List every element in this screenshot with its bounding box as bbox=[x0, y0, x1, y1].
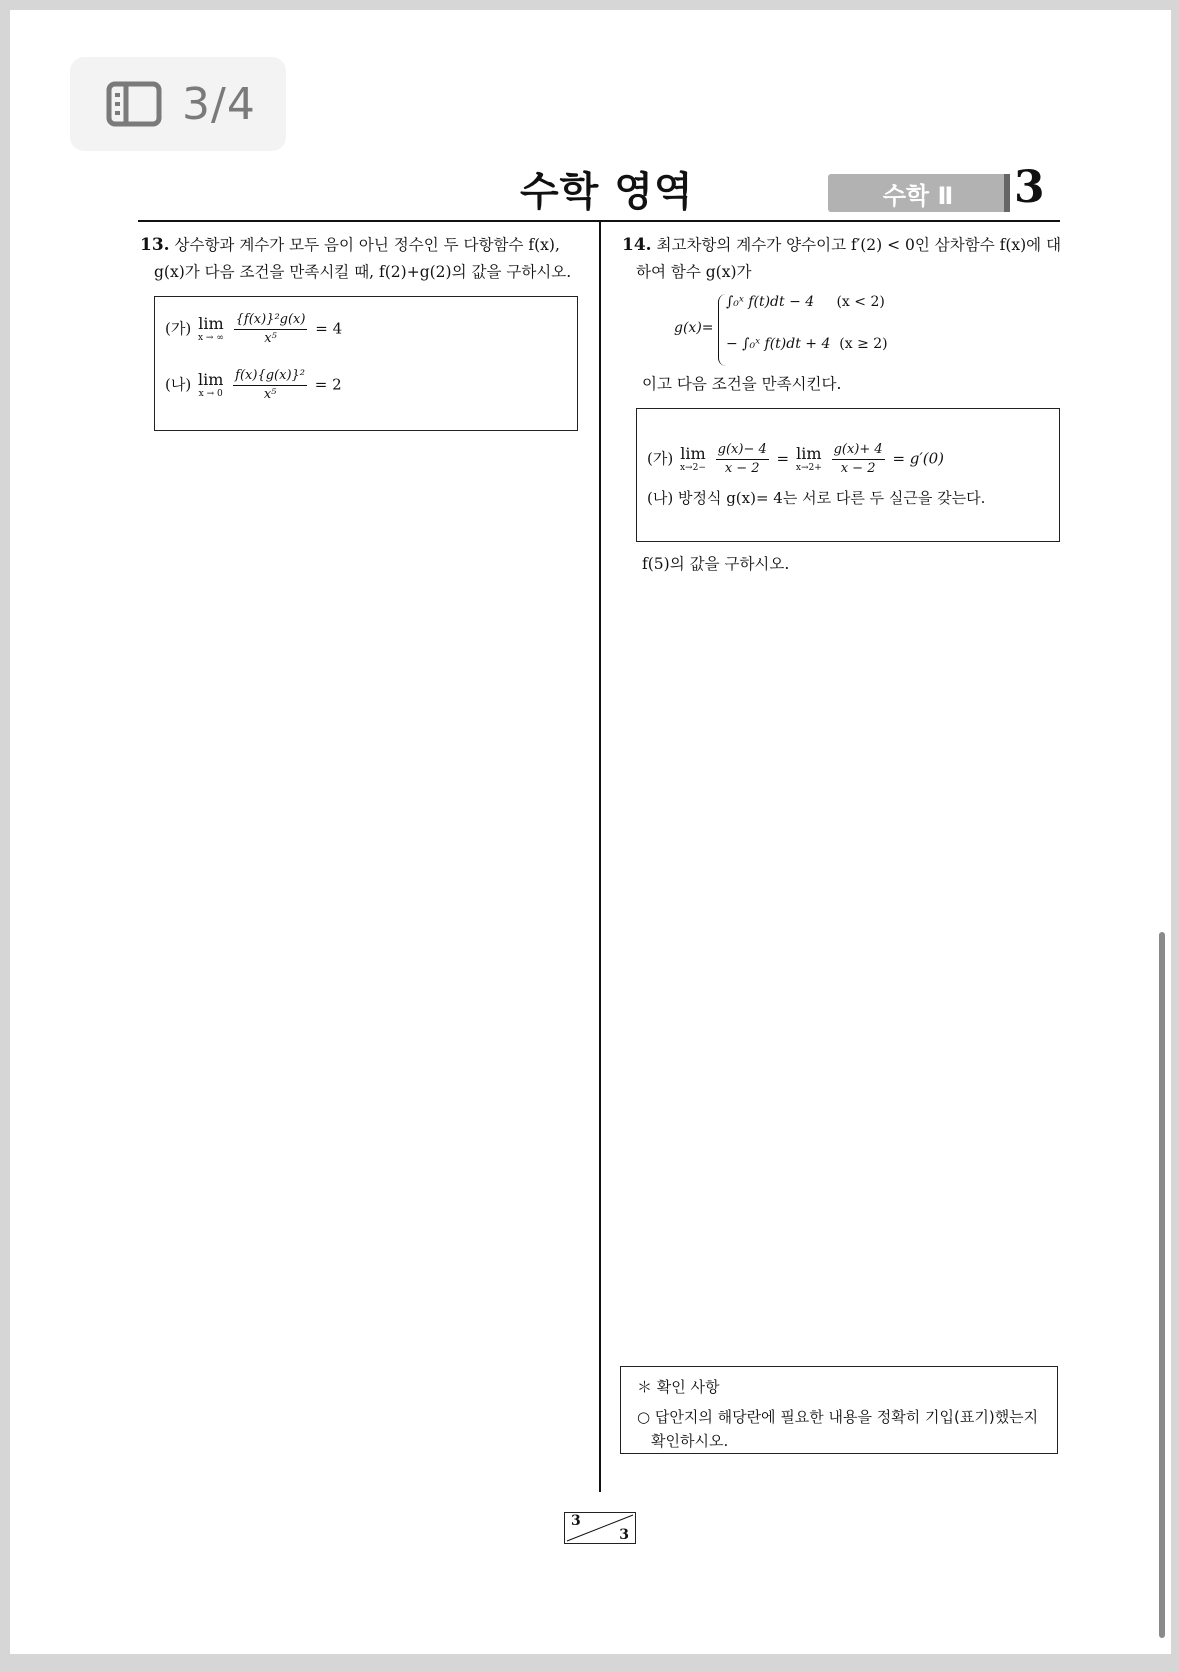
piecewise-lhs: g(x)= bbox=[674, 320, 714, 336]
fraction: $\frac{g(x)+ 4}{x - 2}$ bbox=[833, 442, 883, 476]
condition-label: (가) bbox=[165, 319, 192, 338]
condition-b: (나) 방정식 g(x)= 4는 서로 다른 두 실근을 갖는다. bbox=[647, 489, 986, 507]
footer-page: 3 bbox=[571, 1513, 581, 1529]
page-indicator[interactable] bbox=[70, 57, 286, 151]
limit: lim x→2− bbox=[679, 444, 706, 473]
equation-rhs: = 2 bbox=[314, 375, 342, 394]
question-14 bbox=[622, 232, 1062, 286]
column-divider bbox=[599, 222, 601, 1492]
question-number: 14. bbox=[622, 235, 652, 255]
limit: lim x→2+ bbox=[795, 444, 822, 473]
question-text: 하여 함수 g(x)가 bbox=[636, 263, 752, 281]
question-13 bbox=[140, 232, 580, 286]
page-indicator-label: 3/4 bbox=[182, 78, 256, 130]
question-number: 13. bbox=[140, 235, 170, 255]
condition-a: (가) lim x→2− $\frac{g(x)- 4}{x - 2}$ = lim x→2+ $\frac{g(x)+ 4}{x - 2}$ = g′(0) bbox=[647, 442, 945, 476]
footer-total: 3 bbox=[619, 1527, 629, 1543]
notice-title: ＊ 확인 사항 bbox=[637, 1378, 720, 1396]
notice-item: ○ 답안지의 해당란에 필요한 내용을 정확히 기입(표기)했는지 확인하시오. bbox=[637, 1408, 1039, 1450]
fraction: $\frac{\text{f(x)\{g(x)\}²}}{\text{x⁵}}$ bbox=[235, 368, 306, 402]
badge-divider bbox=[1004, 174, 1010, 212]
fraction: $\frac{g(x)- 4}{x - 2}$ bbox=[717, 442, 767, 476]
scrollbar[interactable] bbox=[1159, 932, 1165, 1638]
conditions-box bbox=[636, 408, 1060, 542]
condition-label: (가) bbox=[647, 449, 674, 468]
notice-box bbox=[620, 1366, 1058, 1454]
limit: lim x → 0 bbox=[197, 370, 224, 399]
question-text: 상수항과 계수가 모두 음이 아닌 정수인 두 다항함수 f(x), bbox=[174, 236, 560, 254]
question-text: 이고 다음 조건을 만족시킨다. bbox=[642, 375, 842, 393]
page-number: 3 bbox=[1014, 162, 1045, 213]
question-text: 최고차항의 계수가 양수이고 f′(2) < 0인 삼차함수 f(x)에 대 bbox=[656, 236, 1062, 254]
sidebar-toggle-icon[interactable] bbox=[106, 81, 162, 127]
condition-a bbox=[165, 311, 342, 348]
exam-title: 수학 영역 bbox=[520, 169, 694, 215]
conditions-box bbox=[154, 296, 578, 431]
fraction: $\frac{\text{\{f(x)\}²g(x)}}{\text{x⁵}}$ bbox=[235, 312, 306, 346]
subject-badge: 수학 Ⅱ bbox=[828, 174, 1008, 212]
question-ask: f(5)의 값을 구하시오. bbox=[642, 555, 790, 573]
piecewise-case-1: ∫₀ˣ f(t)dt − 4 (x < 2) bbox=[726, 294, 885, 310]
equation-rhs: = g′(0) bbox=[892, 449, 945, 468]
condition-b bbox=[165, 367, 342, 404]
question-text: g(x)가 다음 조건을 만족시킬 때, f(2)+g(2)의 값을 구하시오. bbox=[154, 263, 572, 281]
equation-rhs: = 4 bbox=[315, 319, 343, 338]
limit: lim x → ∞ bbox=[197, 314, 224, 343]
piecewise-case-2: − ∫₀ˣ f(t)dt + 4 (x ≥ 2) bbox=[726, 336, 888, 352]
footer-page-box bbox=[564, 1512, 636, 1544]
document-page bbox=[10, 10, 1171, 1654]
condition-label: (나) bbox=[165, 375, 192, 394]
